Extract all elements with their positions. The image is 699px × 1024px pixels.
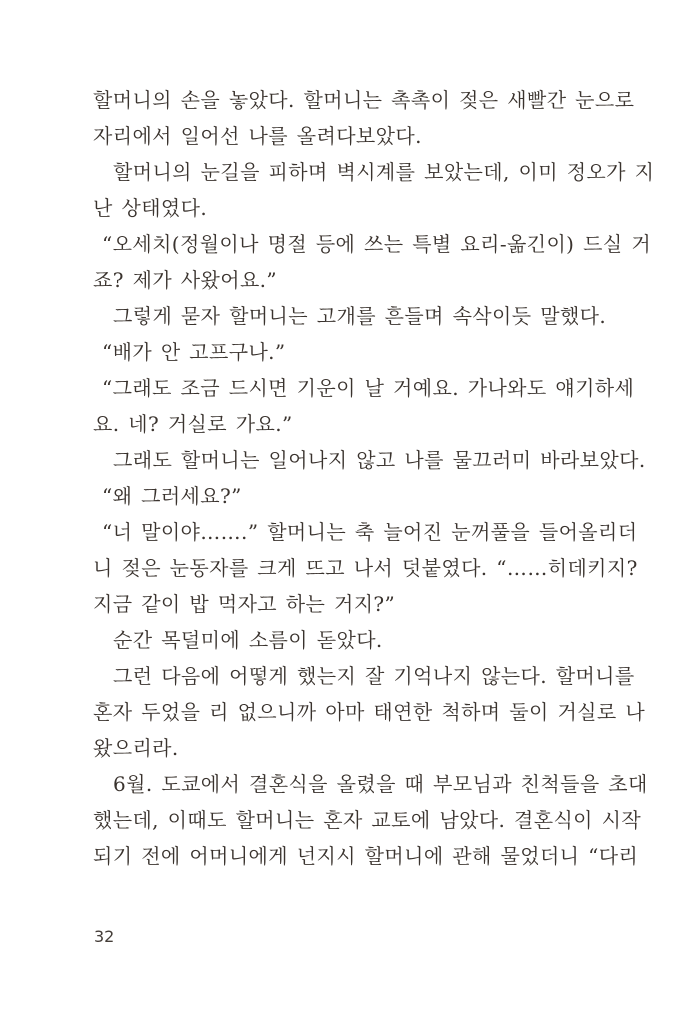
text-line: 6월. 도쿄에서 결혼식을 올렸을 때 부모님과 친척들을 초대 bbox=[113, 772, 648, 796]
text-line: 자리에서 일어선 나를 올려다보았다. bbox=[93, 124, 422, 148]
text-line: “왜 그러세요?” bbox=[102, 484, 242, 508]
text-line: 되기 전에 어머니에게 넌지시 할머니에 관해 물었더니 “다리 bbox=[93, 844, 639, 868]
text-line: 죠? 제가 사왔어요.” bbox=[93, 268, 278, 292]
text-line: “배가 안 고프구나.” bbox=[102, 340, 286, 364]
text-line: 그렇게 묻자 할머니는 고개를 흔들며 속삭이듯 말했다. bbox=[113, 304, 607, 328]
page-number: 32 bbox=[94, 927, 115, 946]
body-text-block bbox=[93, 82, 655, 874]
text-line: 왔으리라. bbox=[93, 736, 179, 760]
text-line: “오세치(정월이나 명절 등에 쓰는 특별 요리-옮긴이) 드실 거 bbox=[102, 232, 652, 256]
text-line: 했는데, 이때도 할머니는 혼자 교토에 남았다. 결혼식이 시작 bbox=[93, 808, 642, 832]
text-line: 지금 같이 밥 먹자고 하는 거지?” bbox=[93, 592, 396, 616]
text-line: 난 상태였다. bbox=[93, 196, 208, 220]
text-line: “그래도 조금 드시면 기운이 날 거예요. 가나와도 얘기하세 bbox=[102, 376, 635, 400]
text-line: 할머니의 눈길을 피하며 벽시계를 보았는데, 이미 정오가 지 bbox=[113, 160, 655, 184]
text-line: 그래도 할머니는 일어나지 않고 나를 물끄러미 바라보았다. bbox=[113, 448, 646, 472]
text-line: 그런 다음에 어떻게 했는지 잘 기억나지 않는다. 할머니를 bbox=[113, 664, 635, 688]
text-line: 할머니의 손을 놓았다. 할머니는 촉촉이 젖은 새빨간 눈으로 bbox=[93, 88, 635, 112]
text-line: 혼자 두었을 리 없으니까 아마 태연한 척하며 둘이 거실로 나 bbox=[93, 700, 646, 724]
text-line: 순간 목덜미에 소름이 돋았다. bbox=[113, 628, 383, 652]
text-line: 요. 네? 거실로 가요.” bbox=[93, 412, 293, 436]
text-line: 니 젖은 눈동자를 크게 뜨고 나서 덧붙였다. “……히데키지? bbox=[93, 556, 638, 580]
text-line: “너 말이야…….” 할머니는 축 늘어진 눈꺼풀을 들어올리더 bbox=[102, 520, 638, 544]
